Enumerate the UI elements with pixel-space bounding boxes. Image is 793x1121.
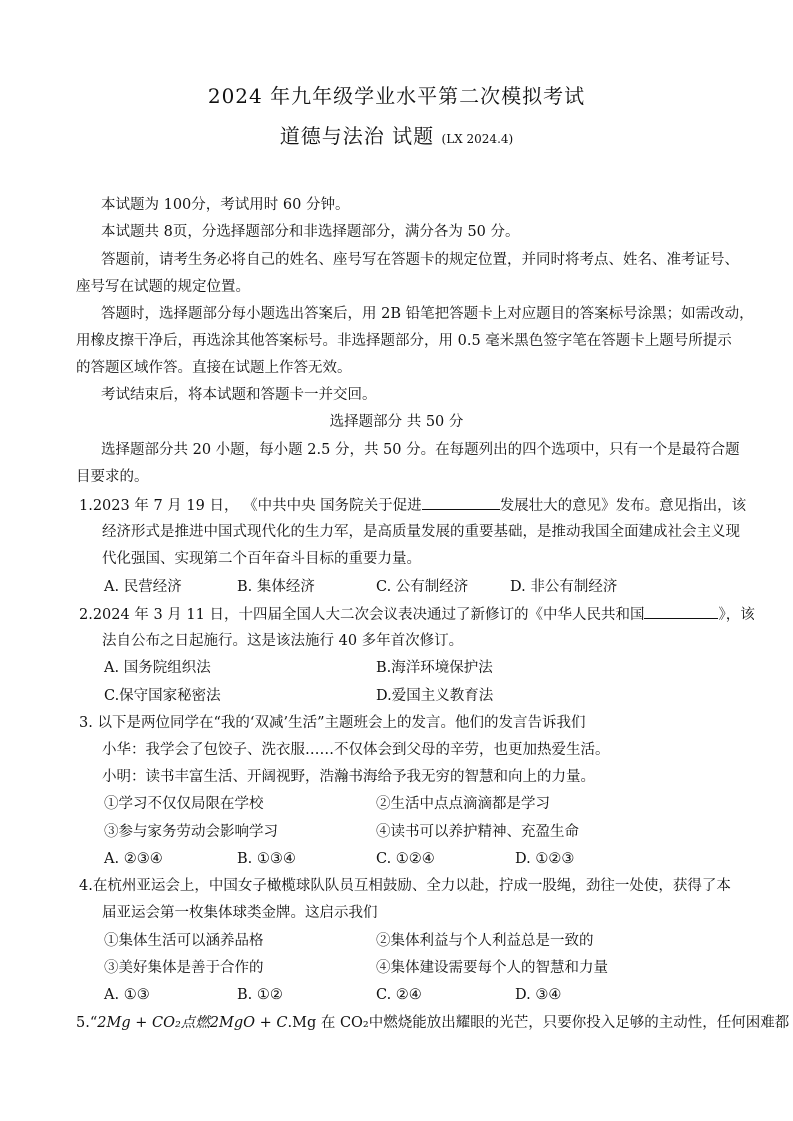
question-4-item-3: ③美好集体是善于合作的 (104, 960, 264, 976)
chemical-equation: 2Mg + CO₂点燃2MgO + C (97, 1015, 288, 1031)
instruction-4-line-2: 用橡皮擦干净后，再选涂其他答案标号。非选择题部分，用 0.5 毫米黑色签字笔在答题卡上题号所提示 (76, 333, 732, 349)
question-5-text: .Mg 在 CO₂中燃烧能放出耀眼的光芒，只要你投入足够的主动性，任何困难都 (287, 1015, 790, 1031)
subtitle-text: 道德与法治 试题 (279, 124, 435, 148)
question-4-item-2: ②集体利益与个人利益总是一致的 (376, 933, 594, 949)
question-3-item-2: ②生活中点点滴滴都是学习 (376, 796, 550, 812)
question-1-line-1 (79, 495, 746, 516)
question-4-line-1: 4.在杭州亚运会上，中国女子橄榄球队队员互相鼓励、全力以赴，拧成一股绳，劲往一处使，获得了本 (79, 878, 731, 894)
question-4-item-4: ④集体建设需要每个人的智慧和力量 (376, 960, 608, 976)
question-3-option-d: D. ①②③ (515, 851, 575, 867)
question-2-option-c: C.保守国家秘密法 (104, 688, 221, 704)
question-3-line-1: 3. 以下是两位同学在“我的‘双减’生活”主题班会上的发言。他们的发言告诉我们 (79, 715, 586, 731)
question-2-option-d: D.爱国主义教育法 (376, 688, 494, 704)
question-1-option-a: A. 民营经济 (104, 579, 182, 595)
question-1-stem-a: 1.2023 年 7 月 19 日， 《中共中央 国务院关于促进 (79, 498, 422, 514)
question-4-option-a: A. ①③ (104, 987, 150, 1003)
section-desc-line-1: 选择题部分共 20 小题，每小题 2.5 分，共 50 分。在每题列出的四个选项中，只有一个是最符合题 (101, 442, 740, 458)
instruction-1: 本试题为 100分，考试用时 60 分钟。 (101, 197, 350, 213)
instruction-5: 考试结束后，将本试题和答题卡一并交回。 (101, 387, 377, 403)
instruction-3-line-1: 答题前，请考生务必将自己的姓名、座号写在答题卡的规定位置，并同时将考点、姓名、准考证号、 (101, 252, 739, 268)
question-2-option-b: B.海洋环境保护法 (376, 660, 493, 676)
question-3-item-4: ④读书可以养护精神、充盈生命 (376, 824, 579, 840)
question-1-line-3: 代化强国、实现第二个百年奋斗目标的重要力量。 (102, 551, 421, 567)
instruction-3-line-2: 座号写在试题的规定位置。 (76, 279, 250, 295)
question-1-option-d: D. 非公有制经济 (510, 579, 618, 595)
question-4-option-c: C. ②④ (376, 987, 422, 1003)
question-5-prefix: 5.“ (76, 1015, 98, 1031)
question-3-option-a: A. ②③④ (104, 851, 163, 867)
question-2-line-2: 法自公布之日起施行。这是该法施行 40 多年首次修订。 (102, 633, 464, 649)
question-3-item-1: ①学习不仅仅局限在学校 (104, 796, 264, 812)
question-4-option-b: B. ①② (237, 987, 283, 1003)
answer-blank (422, 495, 500, 510)
exam-title: 2024 年九年级学业水平第二次模拟考试 (207, 84, 586, 108)
answer-blank (644, 604, 718, 619)
question-1-option-b: B. 集体经济 (237, 579, 315, 595)
question-3-line-3: 小明：读书丰富生活、开阔视野，浩瀚书海给予我无穷的智慧和向上的力量。 (102, 769, 595, 785)
instruction-2: 本试题共 8页，分选择题部分和非选择题部分，满分各为 50 分。 (101, 224, 520, 240)
question-4-item-1: ①集体生活可以涵养品格 (104, 933, 264, 949)
question-3-option-c: C. ①②④ (376, 851, 435, 867)
question-2-line-1 (79, 604, 755, 625)
question-1-option-c: C. 公有制经济 (376, 579, 469, 595)
section-desc-line-2: 目要求的。 (76, 469, 149, 485)
question-2-option-a: A. 国务院组织法 (104, 660, 211, 676)
instruction-4-line-3: 的答题区域作答。直接在试题上作答无效。 (76, 360, 352, 376)
question-5-line-1 (76, 1013, 789, 1033)
instruction-4-line-1: 答题时，选择题部分每小题选出答案后，用 2B 铅笔把答题卡上对应题目的答案标号涂黑；如需改动， (101, 306, 754, 322)
question-3-line-2: 小华：我学会了包饺子、洗衣服……不仅体会到父母的辛劳，也更加热爱生活。 (102, 742, 610, 758)
question-2-stem-b: 》，该 (718, 607, 755, 623)
section-title: 选择题部分 共 50 分 (329, 414, 464, 430)
question-1-line-2: 经济形式是推进中国式现代化的生力军，是高质量发展的重要基础，是推动我国全面建成社会主义现 (102, 524, 740, 540)
question-3-option-b: B. ①③④ (237, 851, 296, 867)
exam-subtitle (0, 120, 793, 149)
question-4-option-d: D. ③④ (515, 987, 562, 1003)
question-3-item-3: ③参与家务劳动会影响学习 (104, 824, 278, 840)
question-2-stem-a: 2.2024 年 3 月 11 日，十四届全国人大二次会议表决通过了新修订的《中华人民共和国 (79, 607, 645, 623)
subtitle-code: (LX 2024.4) (441, 132, 514, 146)
question-1-stem-b: 发展壮大的意见》发布。意见指出，该 (499, 498, 747, 514)
question-4-line-2: 届亚运会第一枚集体球类金牌。这启示我们 (102, 905, 378, 921)
